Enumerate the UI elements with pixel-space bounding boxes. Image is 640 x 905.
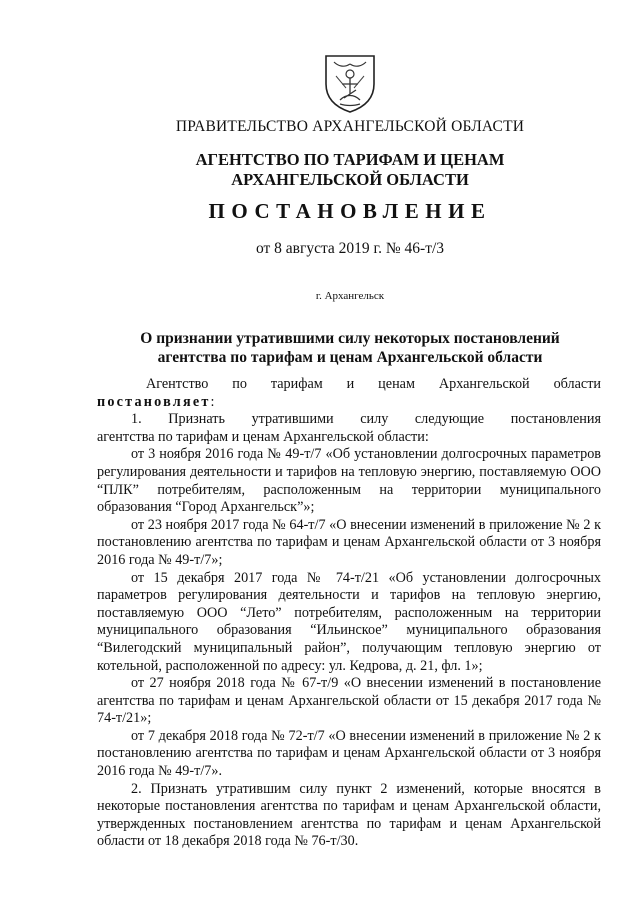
subject-line-1: О признании утратившими силу некоторых постановлений — [140, 330, 560, 347]
list-item-4: от 27 ноября 2018 года № 67-т/9 «О внесении изменений в постановление агентства по тарифам и ценам Архангельской области от 15 декабря 2017 года № 74-т/21»; — [97, 675, 601, 727]
date-number: от 8 августа 2019 г. № 46-т/3 — [255, 240, 445, 257]
intro-line: Агентство по тарифам и ценам Архангельской области — [146, 376, 601, 392]
agency-name — [0, 150, 640, 190]
decree-colon: : — [210, 393, 215, 410]
list-item-1: от 3 ноября 2016 года № 49-т/7 «Об установлении долгосрочных параметров регулирования деятельности и тарифов на тепловую энергию, поставляемую ООО “ПЛК” потребителям, расположенным на территории муниципального образования “Город Архангельск”»; — [97, 446, 601, 516]
paragraph-1-line-1: 1. Признать утратившими силу следующие постановления — [131, 411, 601, 428]
list-item-5: от 7 декабря 2018 года № 72-т/7 «О внесении изменений в приложение № 2 к постановлению агентства по тарифам и ценам Архангельской области от 3 ноября 2016 года № 49-т/7». — [97, 727, 601, 780]
agency-line-1: АГЕНТСТВО ПО ТАРИФАМ И ЦЕНАМ — [195, 150, 505, 169]
list-item-3: от 15 декабря 2017 года № 74-т/21 «Об установлении долгосрочных параметров регулирования деятельности и тарифов на тепловую энергию, поставляемую ООО “Лето” потребителям, расположенным на территории муниципального образования “Ильинское” муниципального образования “Вилегодский муниципальный район”, получающим тепловую энергию от котельной, расположенной по адресу: ул. Кедрова, д. 21, фл. 1»; — [97, 569, 601, 674]
document-body — [97, 376, 601, 851]
decree-word: постановляет — [97, 393, 211, 410]
list-item-2: от 23 ноября 2017 года № 64-т/7 «О внесении изменений в приложение № 2 к постановлению агентства по тарифам и ценам Архангельской области от 3 ноября 2016 года № 49-т/7»; — [97, 516, 601, 568]
paragraph-2: 2. Признать утратившим силу пункт 2 изменений, которые вносятся в некоторые постановления агентства по тарифам и ценам Архангельской области, утвержденных постановлением агентства по тарифам и ценам Архангельской области от 18 декабря 2018 года № 76-т/30. — [97, 780, 601, 850]
subject-heading — [0, 329, 640, 367]
subject-line-2: агентства по тарифам и ценам Архангельской области — [157, 349, 543, 366]
government-name: ПРАВИТЕЛЬСТВО АРХАНГЕЛЬСКОЙ ОБЛАСТИ — [175, 118, 525, 135]
city: г. Архангельск — [315, 290, 385, 302]
coat-of-arms-icon — [322, 54, 378, 114]
document-type: ПОСТАНОВЛЕНИЕ — [208, 199, 492, 223]
agency-line-2: АРХАНГЕЛЬСКОЙ ОБЛАСТИ — [231, 170, 469, 189]
paragraph-1-line-2: агентства по тарифам и ценам Архангельской области: — [97, 428, 429, 445]
intro-decree — [97, 394, 601, 412]
